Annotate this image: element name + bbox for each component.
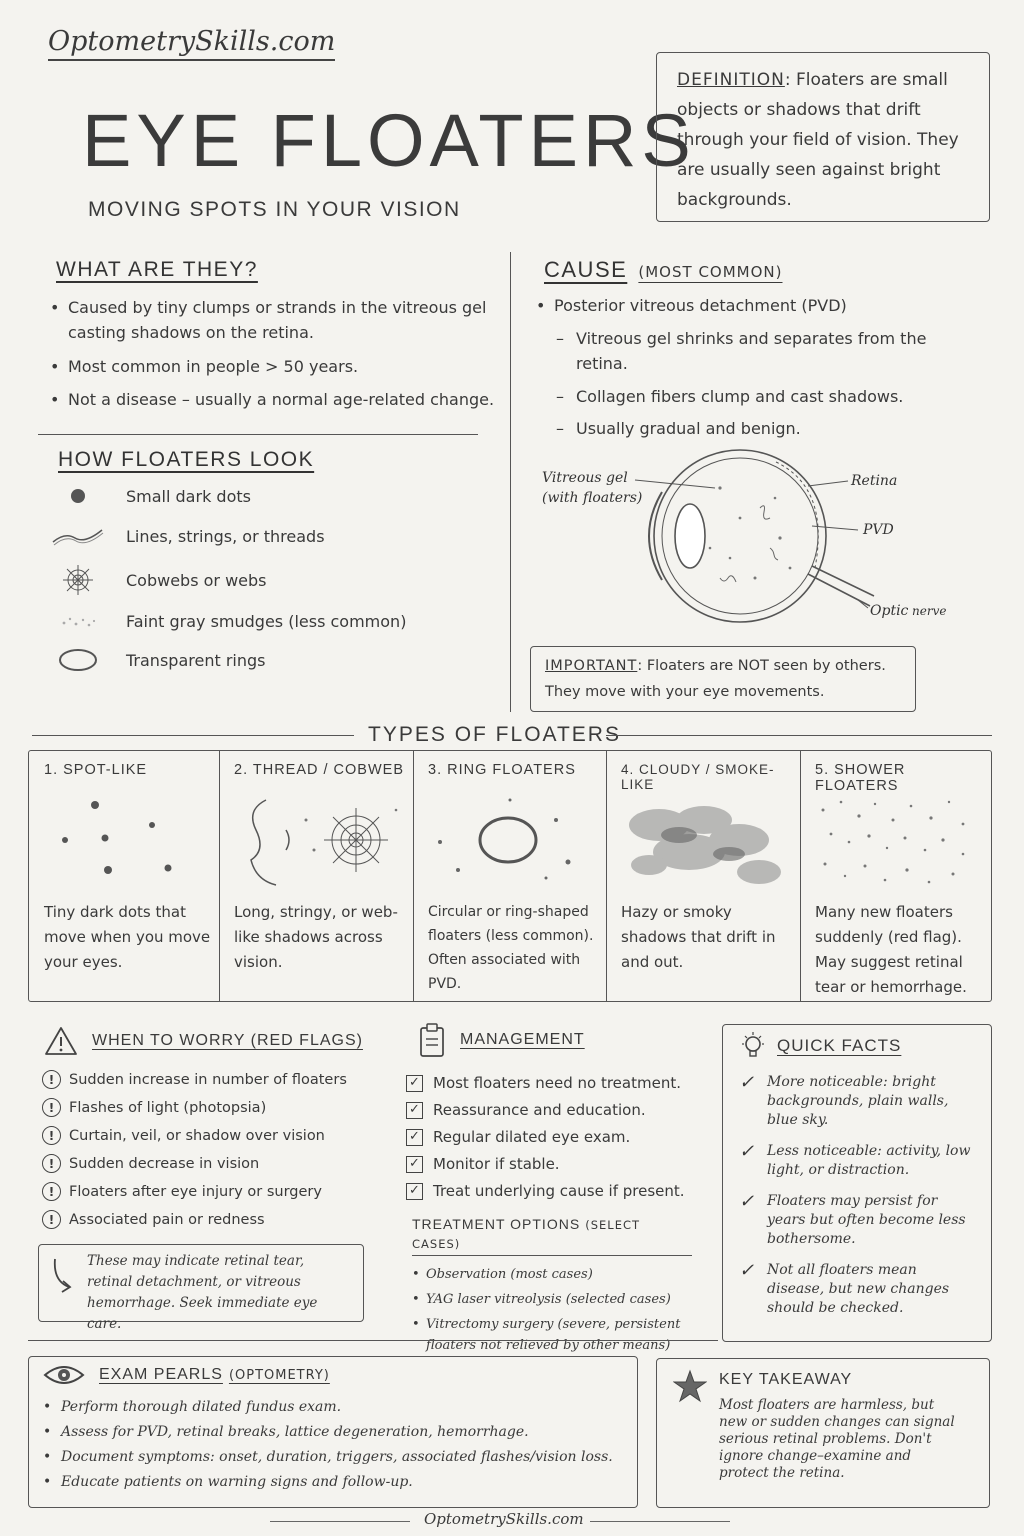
cause-main <box>534 294 974 328</box>
how-floaters-look-heading: HOW FLOATERS LOOK <box>58 448 315 471</box>
shower-floaters-illustration <box>813 790 983 890</box>
management-item <box>406 1074 700 1092</box>
what-are-they-list <box>48 296 498 422</box>
list-item: • Educate patients on warning signs and follow-up. <box>43 1474 413 1490</box>
exclamation-icon: ! <box>42 1182 61 1201</box>
what-are-they-heading: WHAT ARE THEY? <box>56 258 258 281</box>
look-row-rings <box>48 645 265 675</box>
type-card-ring <box>414 750 607 1002</box>
list-item: • Assess for PVD, retinal breaks, lattice degeneration, hemorrhage. <box>43 1424 529 1440</box>
red-flags-note-text: These may indicate retinal tear, retinal detachment, or vitreous hemorrhage. Seek immediate eye care. <box>87 1253 318 1332</box>
star-icon <box>673 1369 707 1403</box>
look-label: Lines, strings, or threads <box>126 526 325 546</box>
cause-heading <box>544 257 783 283</box>
type-desc: Hazy or smoky shadows that drift in and out. <box>621 903 776 971</box>
exam-pearls-note: (OPTOMETRY) <box>228 1367 330 1383</box>
checked-box-icon: ✓ <box>406 1183 423 1200</box>
diagram-label-vitreous-note: (with floaters) <box>542 490 643 506</box>
dark-dot-icon <box>48 481 108 511</box>
management-item <box>406 1182 700 1200</box>
management-text: Treat underlying cause if present. <box>433 1182 685 1200</box>
exclamation-icon: ! <box>42 1098 61 1117</box>
key-takeaway-text: Most floaters are harmless, but new or sudden changes can signal serious retinal problems. Don't ignore change–examine and protect the retina. <box>719 1397 955 1481</box>
exam-pearls-title: EXAM PEARLS <box>99 1366 223 1383</box>
red-flag-item <box>42 1154 388 1173</box>
type-title: 3. RING FLOATERS <box>428 762 576 778</box>
treatment-heading <box>412 1214 692 1256</box>
diagram-label-nerve: nerve <box>912 604 947 618</box>
divider <box>38 434 478 435</box>
check-icon: ✓ <box>739 1141 755 1162</box>
clipboard-icon <box>418 1022 446 1058</box>
management-text: Reassurance and education. <box>433 1101 646 1119</box>
look-row-dots <box>48 481 251 511</box>
quick-fact-text: Not all floaters mean disease, but new changes should be checked. <box>767 1262 950 1316</box>
thread-icon <box>48 521 108 551</box>
look-label: Transparent rings <box>126 650 266 670</box>
list-item: • Posterior vitreous detachment (PVD) <box>534 294 974 319</box>
cloudy-floaters-illustration <box>619 790 789 890</box>
management-item <box>406 1155 700 1173</box>
type-title: 5. SHOWER FLOATERS <box>815 762 906 794</box>
quick-fact-item <box>739 1192 975 1249</box>
cause-title-note: (MOST COMMON) <box>638 263 783 281</box>
diagram-label-optic: Optic <box>870 603 909 619</box>
thread-cobweb-illustration <box>236 790 406 890</box>
list-item: • Observation (most cases) <box>412 1267 593 1282</box>
smudge-icon <box>48 606 108 636</box>
type-card-shower <box>801 750 992 1002</box>
list-item: • Not a disease – usually a normal age-related change. <box>48 388 498 413</box>
check-icon: ✓ <box>739 1072 755 1093</box>
ring-icon <box>48 645 108 675</box>
quick-facts-heading: QUICK FACTS <box>777 1036 902 1055</box>
type-desc: Tiny dark dots that move when you move your eyes. <box>44 903 211 971</box>
quick-fact-text: Less noticeable: activity, low light, or distraction. <box>767 1143 971 1178</box>
red-flag-text: Floaters after eye injury or surgery <box>69 1183 322 1200</box>
type-card-cloudy <box>607 750 801 1002</box>
diagram-label-pvd: PVD <box>863 522 894 538</box>
look-label: Faint gray smudges (less common) <box>126 611 407 631</box>
management-item <box>406 1101 700 1119</box>
red-flag-item <box>42 1210 388 1229</box>
type-title: 1. SPOT-LIKE <box>44 762 148 778</box>
spot-floaters-illustration <box>40 790 210 890</box>
red-flag-text: Flashes of light (photopsia) <box>69 1099 267 1116</box>
management-text: Regular dilated eye exam. <box>433 1128 631 1146</box>
important-text: Floaters are NOT seen by others. They move with your eye movements. <box>545 658 886 700</box>
cobweb-icon <box>48 563 108 597</box>
key-takeaway-panel <box>656 1358 990 1508</box>
column-divider <box>510 252 511 712</box>
list-item: – Vitreous gel shrinks and separates from the retina. <box>554 327 944 377</box>
quick-facts-panel <box>722 1024 992 1342</box>
list-item: • Document symptoms: onset, duration, triggers, associated flashes/vision loss. <box>43 1449 613 1465</box>
quick-fact-item <box>739 1142 975 1180</box>
checked-box-icon: ✓ <box>406 1129 423 1146</box>
type-title: 4. CLOUDY / SMOKE-LIKE <box>621 762 775 792</box>
eye-icon <box>43 1363 85 1387</box>
red-flag-item <box>42 1126 388 1145</box>
look-label: Cobwebs or webs <box>126 570 267 590</box>
site-logo[interactable]: OptometrySkills.com <box>48 26 335 61</box>
types-heading: TYPES OF FLOATERS <box>368 723 621 746</box>
exclamation-icon: ! <box>42 1154 61 1173</box>
red-flag-item <box>42 1182 388 1201</box>
management-text: Monitor if stable. <box>433 1155 560 1173</box>
important-label: IMPORTANT <box>545 658 638 674</box>
management-heading: MANAGEMENT <box>460 1031 585 1048</box>
cause-sub-list <box>554 327 944 450</box>
page-subtitle: MOVING SPOTS IN YOUR VISION <box>88 198 461 221</box>
definition-text: Floaters are small objects or shadows that drift through your field of vision. They are usually seen against bright backgrounds. <box>677 70 959 210</box>
type-desc: Circular or ring-shaped floaters (less common). Often associated with PVD. <box>428 904 594 992</box>
definition-box: DEFINITION: Floaters are small objects or shadows that drift through your field of vision. They are usually seen against bright backgrounds. <box>656 52 990 222</box>
treatment-list <box>412 1264 700 1356</box>
type-title: 2. THREAD / COBWEB <box>234 762 405 778</box>
quick-fact-text: Floaters may persist for years but often become less bothersome. <box>767 1193 966 1247</box>
red-flag-item <box>42 1098 388 1117</box>
check-icon: ✓ <box>739 1191 755 1212</box>
red-flag-item <box>42 1070 388 1089</box>
red-flag-text: Associated pain or redness <box>69 1211 265 1228</box>
red-flag-text: Sudden decrease in vision <box>69 1155 260 1172</box>
list-item: – Collagen fibers clump and cast shadows. <box>554 385 944 410</box>
footer-rule-right <box>590 1521 730 1522</box>
page-title: EYE FLOATERS <box>82 99 696 182</box>
diagram-label-retina: Retina <box>851 473 898 489</box>
check-icon: ✓ <box>739 1260 755 1281</box>
exclamation-icon: ! <box>42 1070 61 1089</box>
look-row-cobwebs <box>48 563 267 597</box>
exclamation-icon: ! <box>42 1126 61 1145</box>
management-panel <box>404 1020 700 1353</box>
diagram-label-vitreous: Vitreous gel <box>542 470 628 486</box>
checked-box-icon: ✓ <box>406 1156 423 1173</box>
key-takeaway-heading: KEY TAKEAWAY <box>719 1371 853 1388</box>
type-desc: Many new floaters suddenly (red flag). May suggest retinal tear or hemorrhage. <box>815 903 967 996</box>
list-item: • Perform thorough dilated fundus exam. <box>43 1399 342 1415</box>
red-flags-heading: WHEN TO WORRY (RED FLAGS) <box>92 1032 363 1049</box>
quick-fact-item <box>739 1073 975 1130</box>
eye-diagram <box>540 448 970 628</box>
divider <box>28 1340 718 1341</box>
treatment-note: (SELECT CASES) <box>412 1218 641 1251</box>
list-item: • Most common in people > 50 years. <box>48 355 498 380</box>
type-card-thread <box>220 750 414 1002</box>
ring-floaters-illustration <box>428 790 598 890</box>
list-item: • Caused by tiny clumps or strands in the vitreous gel casting shadows on the retina. <box>48 296 498 346</box>
footer-rule-left <box>270 1521 410 1522</box>
look-label: Small dark dots <box>126 486 251 506</box>
checked-box-icon: ✓ <box>406 1075 423 1092</box>
cause-title: CAUSE <box>544 257 628 282</box>
exclamation-icon: ! <box>42 1210 61 1229</box>
look-row-smudges <box>48 606 406 636</box>
quick-fact-text: More noticeable: bright backgrounds, plain walls, blue sky. <box>767 1074 949 1128</box>
management-item <box>406 1128 700 1146</box>
red-flags-panel <box>28 1020 388 1338</box>
quick-fact-item <box>739 1261 975 1318</box>
list-item: • YAG laser vitreolysis (selected cases) <box>412 1292 671 1307</box>
curved-arrow-icon <box>49 1257 77 1297</box>
exam-pearls-list <box>43 1395 623 1495</box>
list-item: – Usually gradual and benign. <box>554 417 944 442</box>
types-rule-right <box>606 735 992 736</box>
red-flags-note <box>38 1244 364 1332</box>
lightbulb-icon <box>739 1031 767 1061</box>
exam-pearls-panel <box>28 1356 638 1508</box>
definition-label: DEFINITION <box>677 70 785 90</box>
list-item: • Vitrectomy surgery (severe, persistent floaters not relieved by other means) <box>412 1317 681 1353</box>
look-row-strings <box>48 521 325 551</box>
type-card-spot <box>30 750 220 1002</box>
types-rule-left <box>32 735 354 736</box>
warning-icon <box>44 1026 78 1056</box>
important-box: IMPORTANT: Floaters are NOT seen by others. They move with your eye movements. <box>530 646 916 712</box>
treatment-title: TREATMENT OPTIONS <box>412 1216 581 1232</box>
management-text: Most floaters need no treatment. <box>433 1074 681 1092</box>
red-flag-text: Sudden increase in number of floaters <box>69 1071 347 1088</box>
footer-site[interactable]: OptometrySkills.com <box>424 1510 584 1528</box>
type-desc: Long, stringy, or web-like shadows across vision. <box>234 903 398 971</box>
red-flag-text: Curtain, veil, or shadow over vision <box>69 1127 325 1144</box>
checked-box-icon: ✓ <box>406 1102 423 1119</box>
